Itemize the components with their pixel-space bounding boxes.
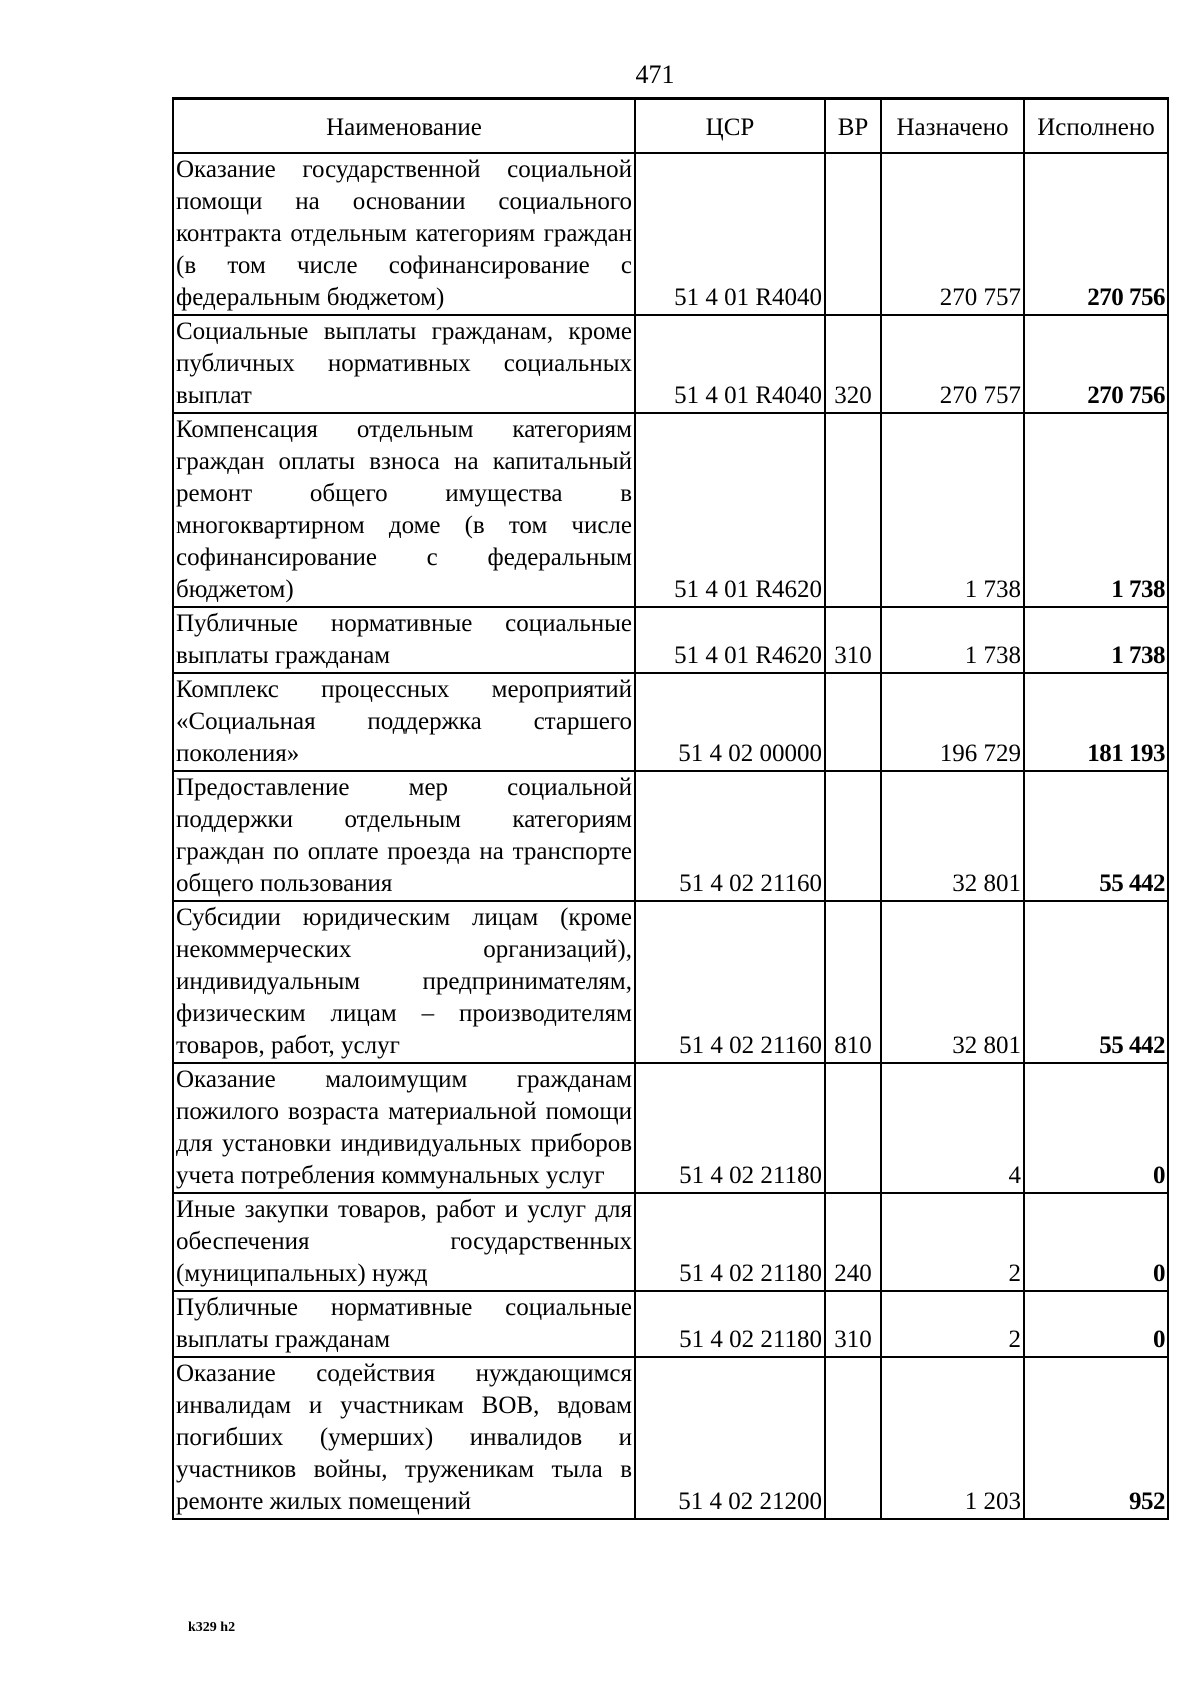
budget-table <box>172 97 1169 1520</box>
row-vr <box>825 1357 881 1519</box>
row-csr: 51 4 02 00000 <box>635 673 825 771</box>
row-name: Комплекс процессных мероприятий «Социальная поддержка старшего поколения» <box>173 673 635 771</box>
row-csr: 51 4 02 21160 <box>635 771 825 901</box>
row-csr: 51 4 01 R4620 <box>635 607 825 673</box>
table-row <box>173 901 1168 1063</box>
row-executed: 0 <box>1024 1193 1168 1291</box>
row-executed: 270 756 <box>1024 315 1168 413</box>
row-name: Социальные выплаты гражданам, кроме публичных нормативных социальных выплат <box>173 315 635 413</box>
row-planned: 1 738 <box>881 607 1024 673</box>
table-row <box>173 771 1168 901</box>
row-planned: 32 801 <box>881 901 1024 1063</box>
row-executed: 181 193 <box>1024 673 1168 771</box>
row-executed: 0 <box>1024 1063 1168 1193</box>
header-planned: Назначено <box>881 99 1024 154</box>
header-vr: ВР <box>825 99 881 154</box>
row-vr <box>825 413 881 607</box>
row-name: Субсидии юридическим лицам (кроме некоммерческих организаций), индивидуальным предпринимателям, физическим лицам – производителям товаров, работ, услуг <box>173 901 635 1063</box>
row-executed: 55 442 <box>1024 771 1168 901</box>
row-vr <box>825 673 881 771</box>
row-name: Публичные нормативные социальные выплаты гражданам <box>173 1291 635 1357</box>
row-executed: 55 442 <box>1024 901 1168 1063</box>
table-row <box>173 1193 1168 1291</box>
row-name: Предоставление мер социальной поддержки отдельным категориям граждан по оплате проезда на транспорте общего пользования <box>173 771 635 901</box>
table-row <box>173 673 1168 771</box>
row-planned: 1 203 <box>881 1357 1024 1519</box>
footer-code: k329 h2 <box>188 1620 236 1635</box>
table-row <box>173 1063 1168 1193</box>
row-name: Оказание содействия нуждающимся инвалидам и участникам ВОВ, вдовам погибших (умерших) инвалидов и участников войны, труженикам тыла в ремонте жилых помещений <box>173 1357 635 1519</box>
row-name: Компенсация отдельным категориям граждан оплаты взноса на капитальный ремонт общего имущества в многоквартирном доме (в том числе софинансирование с федеральным бюджетом) <box>173 413 635 607</box>
row-planned: 270 757 <box>881 315 1024 413</box>
row-executed: 1 738 <box>1024 413 1168 607</box>
row-executed: 952 <box>1024 1357 1168 1519</box>
row-name: Оказание государственной социальной помощи на основании социального контракта отдельным категориям граждан (в том числе софинансирование с федеральным бюджетом) <box>173 153 635 315</box>
row-csr: 51 4 01 R4620 <box>635 413 825 607</box>
row-planned: 2 <box>881 1193 1024 1291</box>
table-row <box>173 1291 1168 1357</box>
row-vr: 320 <box>825 315 881 413</box>
row-planned: 4 <box>881 1063 1024 1193</box>
row-planned: 270 757 <box>881 153 1024 315</box>
row-vr <box>825 771 881 901</box>
table-row <box>173 153 1168 315</box>
row-planned: 1 738 <box>881 413 1024 607</box>
row-csr: 51 4 02 21180 <box>635 1193 825 1291</box>
table-row <box>173 607 1168 673</box>
table-header-row <box>173 99 1168 154</box>
header-executed: Исполнено <box>1024 99 1168 154</box>
row-planned: 196 729 <box>881 673 1024 771</box>
row-csr: 51 4 01 R4040 <box>635 315 825 413</box>
row-csr: 51 4 02 21180 <box>635 1063 825 1193</box>
row-csr: 51 4 02 21200 <box>635 1357 825 1519</box>
header-name: Наименование <box>173 99 635 154</box>
row-executed: 1 738 <box>1024 607 1168 673</box>
page-number: 471 <box>635 60 675 89</box>
row-csr: 51 4 02 21180 <box>635 1291 825 1357</box>
row-vr: 310 <box>825 607 881 673</box>
row-executed: 0 <box>1024 1291 1168 1357</box>
table-row <box>173 315 1168 413</box>
row-vr <box>825 153 881 315</box>
header-csr: ЦСР <box>635 99 825 154</box>
table-row <box>173 1357 1168 1519</box>
row-vr: 810 <box>825 901 881 1063</box>
row-vr <box>825 1063 881 1193</box>
row-planned: 2 <box>881 1291 1024 1357</box>
row-name: Иные закупки товаров, работ и услуг для обеспечения государственных (муниципальных) нужд <box>173 1193 635 1291</box>
table-row <box>173 413 1168 607</box>
row-csr: 51 4 02 21160 <box>635 901 825 1063</box>
row-planned: 32 801 <box>881 771 1024 901</box>
row-vr: 310 <box>825 1291 881 1357</box>
row-csr: 51 4 01 R4040 <box>635 153 825 315</box>
row-vr: 240 <box>825 1193 881 1291</box>
row-executed: 270 756 <box>1024 153 1168 315</box>
row-name: Публичные нормативные социальные выплаты гражданам <box>173 607 635 673</box>
row-name: Оказание малоимущим гражданам пожилого возраста материальной помощи для установки индивидуальных приборов учета потребления коммунальных услуг <box>173 1063 635 1193</box>
